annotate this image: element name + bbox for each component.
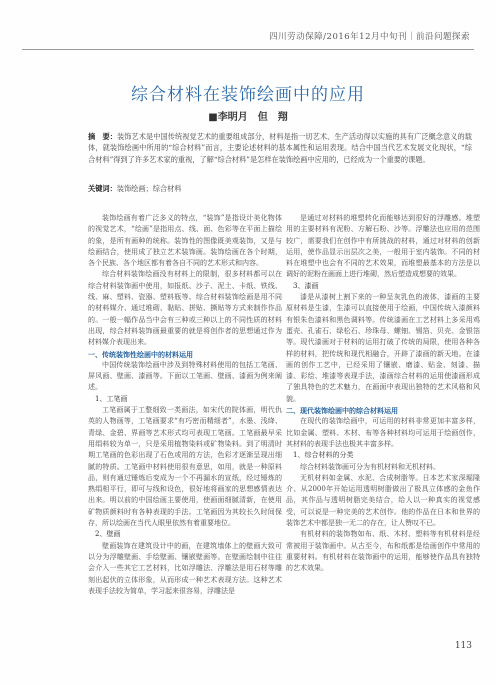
abstract-text: 装饰艺术是中国传统视觉艺术的重要组成部分，材料是指一切艺术、生产活动得以实施的具有广泛概念意义的载体，就装饰绘画中所用的“综合材料”而言，主要论述材料的基本属性和运用表现。结合中国当代艺术发展文化现状，“综合材料”得到了许多艺术家的重视，了解“综合材料”是怎样在装饰绘画中应用的，已经成为一个重要的课题。 (88, 132, 472, 164)
page-number: 113 (454, 641, 472, 651)
keywords (88, 184, 472, 194)
subsection-heading: 1、综合材料的分类 (293, 451, 354, 460)
body-paragraph: 无机材料如金属、水泥、合成树脂等。日本艺术家深堀隆介、从2000年开始运用透明树脂做出了极具立体感的金鱼作品，其作品与透明树脂完美结合，给人以一种真实的视觉感受，可以说是一种完美的艺术创作。他的作品在日本和世界的装饰艺术中都是独一无二的存在，让人赞叹不已。 (286, 473, 480, 528)
abstract-label: 摘 要： (88, 132, 117, 141)
keywords-text: 装饰绘画；综合材料 (116, 184, 182, 193)
body-paragraph: 装饰绘画有着广泛多义的特点，“装饰”是指设计美化物体的视觉艺术，“绘画”是指用点、线、面、色彩等在平面上描绘的象，是所有画种的统称。装饰性的图像既美观装饰，又是与绘画结合，使用成了独立艺术装饰画。装饰绘画在各个时期，各个民族、各个地区都有着各自不同的艺术形式和内容。 (88, 214, 282, 268)
left-column (88, 213, 282, 597)
section-heading: 一、传统装饰性绘画中的材料运用 (88, 349, 193, 359)
body-paragraph: 综合材料装饰画可分为有机材料和无机材料。 (300, 462, 440, 471)
subsection-heading: 2、壁画 (95, 530, 121, 539)
body-paragraph: 中国传统装饰绘画中涉及到特殊材料使用的包括工笔画、屏风画、壁画、漆画等。下面以工笔画、壁画、漆画为例来阐述。 (88, 360, 282, 392)
subsection-heading: 1、工笔画 (95, 394, 128, 403)
subsection-heading: 3、漆画 (293, 281, 319, 290)
header-text: 四川劳动保障/2016年12月中旬刊｜前沿问题探索 (269, 32, 470, 42)
header-rule (22, 49, 474, 50)
body-paragraph: 综合材料装饰绘画没有材料上的限制，很多材料都可以在综合材料装饰画中使用，如报纸、沙子、泥土、卡纸、铁线、线、麻、塑料、瓷器、塑料瓶等。综合材料装饰绘画是用不同的材料媒介、通过堆砌、黏贴、拼贴、撕贴等方式来制作作品的。一般一幅作品当中会有三种或三种以上的不同性质的材料出现，综合材料装饰画最重要的就是将创作者的思想通过作为材料媒介表现出来。 (88, 270, 282, 347)
body-paragraph: 有机材料的装饰物如布、纸、木材、塑料等有机材料是经常被用于装饰画中。从古至今，布和纸都是绘画创作中常用的重要材料。有机材料在装饰画中的运用，能够使作品具有独特的艺术效果。 (286, 530, 480, 573)
body-paragraph: 在现代的装饰绘画中，可运用的材料非常更加丰富多样，比如金属、塑料、木材、布等各种材料均可运用于绘画创作，其材料的表现手法也极其丰富多样。 (286, 417, 480, 448)
body-paragraph: 工笔画属于工整细致一类画法，如宋代的院体画，明代仇英的人物画等，工笔画要求“有巧密而精细者”，水墨、浅绛、青绿、金碧、界画等艺术形式均可表现工笔画。工笔画最早采用绢料较为单一，只是采用植物染料或矿物染料。到了明清时期工笔画的色彩出现了石色或用的方法，色彩才逐渐呈现出细腻的特质。工笔画中材料使用很有意思，如用，就是一种原料品，则有通过锤炼后变成为一个不再漏水的宣纸，经过锤炼的熟绢相平行，即可与线和设色，很好地将画家的思想感情表达出来。明以前的中国绘画主要使用，使画面细腻清新，在使用矿物质颜料时有各种表现的手法。工笔画因为其较长久时间保存，所以绘画在当代人眼里依然有着重要地位。 (88, 406, 282, 528)
body-paragraph: 是通过对材料的堆塑转化而能够达到很好的浮雕感。堆塑用的主要材料有泥粉、方解石粉、沙等。浮雕法也应用的范围较广，需要我们在创作中有所挑战的材料，通过对材料的创新运用，使作品显示出层次之美，一般用于室内装饰。不同的材料在堆塑中也会有不同的艺术效果，而堆塑最基本的方法是以调好的泥粉在画面上进行堆砌，然后塑造成想要的效果。 (286, 214, 480, 279)
body-paragraph: 漆是从漆树上割下来的一种呈灰乳色的液体，漆画的主要原材料是生漆，生漆可以直接使用于绘画，中国传统入漆颜料有银朱色漆料和黑色调料等。传统漆画在工艺材料上多采用鸡蛋壳、孔雀石、绿松石、珍珠母、螺钿、锡箔、贝壳、金银箔等。现代漆画对于材料的运用打破了传统的局限，使用各种各样的材料，把传统和现代相融合，开辟了漆画的新天地。在漆画的创作工艺中，已经采用了镶嵌、磨漆、贴金、刻漆、描漆、彩绘、堆漆等表现手法，漆画综合材料的运用使漆画形成了独具特色的艺术魅力，在画面中表现出独特的艺术风格和风貌。 (286, 293, 480, 403)
article-authors: ■李明月 但 翔 (208, 112, 288, 123)
abstract (88, 131, 472, 165)
keywords-label: 关键词： (88, 184, 117, 193)
body-paragraph: 壁画装饰在建筑设计中的画，在建筑墙体上的壁画大致可以分为浮雕壁画、手绘壁画、镶嵌壁画等。在壁画绘制中往往会介入一些其它工艺材料，比如浮雕法、浮雕法是用石材等雕刻出起伏的立体形象，从而形成一种艺术表现方法。这种艺术表现手法较为简单，学习起来很容易，浮雕法是 (88, 541, 282, 595)
article-title: 综合材料在装饰绘画中的应用 (131, 85, 365, 105)
section-heading: 二、现代装饰绘画中的综合材料运用 (286, 406, 398, 416)
running-header (0, 30, 496, 47)
right-column (286, 213, 480, 575)
